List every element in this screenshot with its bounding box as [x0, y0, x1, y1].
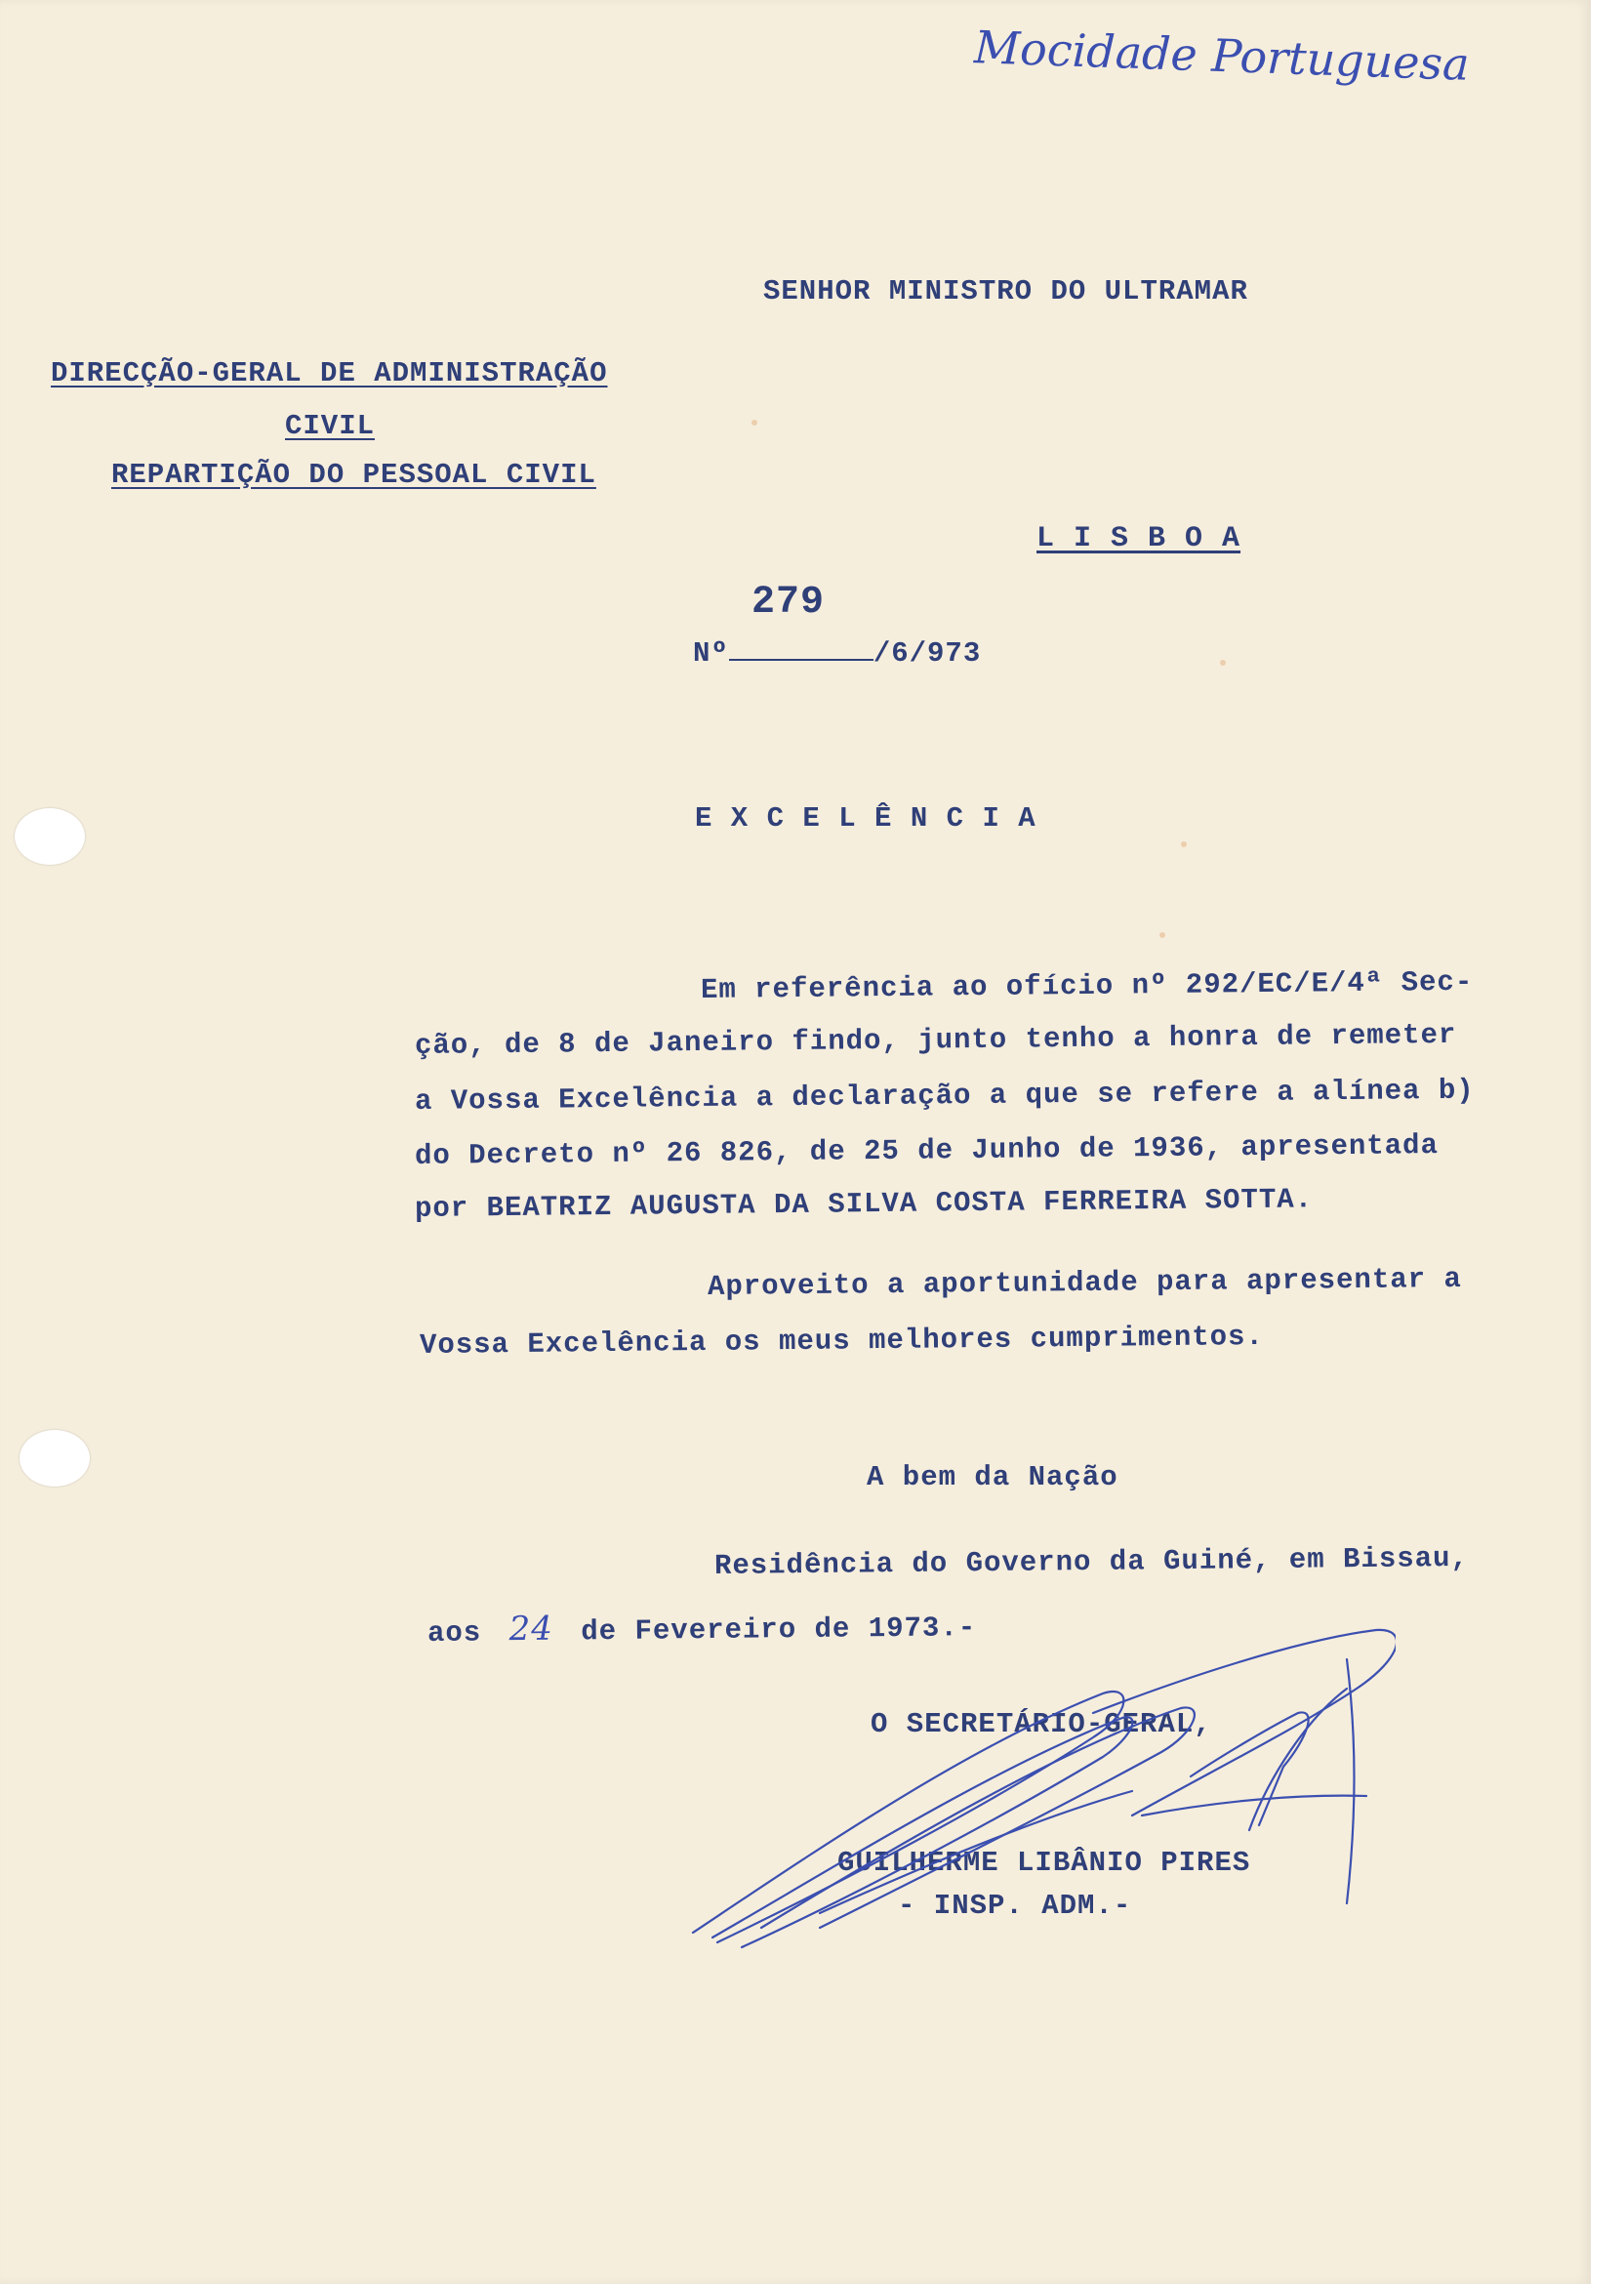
handwritten-note: Mocidade Portuguesa: [973, 20, 1471, 91]
signatory-title: O SECRETÁRIO-GERAL,: [871, 1708, 1212, 1740]
paper-stain: [751, 420, 757, 426]
reference-suffix: /6/973: [873, 637, 982, 670]
handwritten-day: 24: [508, 1609, 554, 1650]
reference-number: 279: [751, 581, 826, 625]
department-line1: DIRECÇÃO-GERAL DE ADMINISTRAÇÃO: [51, 357, 608, 389]
body-line: ção, de 8 de Janeiro findo, junto tenho a honra de remeter: [414, 1018, 1457, 1062]
signatory-rank: - INSP. ADM.-: [898, 1890, 1132, 1922]
body-line: Vossa Excelência os meus melhores cumprimentos.: [419, 1320, 1265, 1362]
date-suffix: de Fevereiro de 1973.-: [581, 1611, 977, 1649]
paper-stain: [1159, 932, 1165, 938]
department-line3: REPARTIÇÃO DO PESSOAL CIVIL: [111, 459, 596, 491]
paper-stain: [1220, 660, 1226, 666]
paper-stain: [1181, 841, 1187, 847]
body-line: a Vossa Excelência a declaração a que se refere a alínea b): [414, 1074, 1475, 1118]
body-line: do Decreto nº 26 826, de 25 de Junho de 1936, apresentada: [414, 1129, 1440, 1172]
salutation: E X C E L Ê N C I A: [695, 802, 1036, 835]
reference-blank: [729, 659, 873, 661]
recipient: SENHOR MINISTRO DO ULTRAMAR: [763, 275, 1248, 307]
date-prefix: aos: [426, 1616, 482, 1650]
city: L I S B O A: [1036, 522, 1241, 555]
reference-prefix: Nº: [693, 637, 729, 670]
closing-motto: A bem da Nação: [867, 1461, 1118, 1493]
punch-hole: [20, 1430, 90, 1487]
handwritten-signature: [673, 1620, 1396, 1972]
department-line2: CIVIL: [285, 410, 376, 442]
body-line: Aproveito a aportunidade para apresentar a: [707, 1262, 1463, 1303]
signatory-name: GUILHERME LIBÂNIO PIRES: [837, 1847, 1251, 1879]
body-line: Em referência ao ofício nº 292/EC/E/4ª Sec-: [700, 965, 1474, 1006]
body-line: por BEATRIZ AUGUSTA DA SILVA COSTA FERREIRA SOTTA.: [414, 1183, 1314, 1225]
reference-line: [693, 637, 981, 670]
punch-hole: [15, 808, 85, 865]
closing-place: Residência do Governo da Guiné, em Bissau,: [713, 1541, 1470, 1582]
